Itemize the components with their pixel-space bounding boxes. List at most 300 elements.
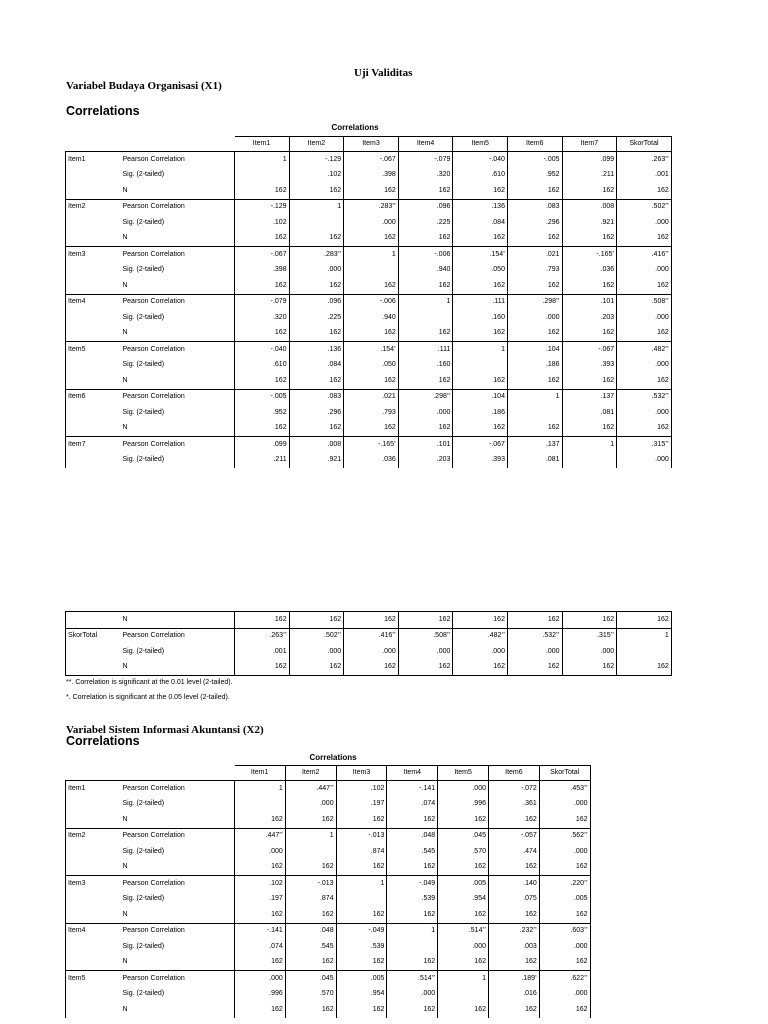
table-cell: -.141 (235, 923, 286, 939)
table-cell: .298** (507, 294, 562, 310)
table-cell: .453** (539, 781, 590, 797)
x1-table-caption: Correlations (331, 123, 379, 132)
row-item-label (66, 892, 121, 908)
table-cell: .398 (235, 263, 290, 279)
table-cell (235, 168, 290, 184)
table-cell: 1 (344, 247, 399, 263)
table-cell: 162 (488, 907, 539, 923)
table-cell: 162 (398, 373, 453, 389)
table-cell: .000 (539, 939, 590, 955)
header-blank (121, 137, 235, 152)
row-stat-label: Pearson Correlation (121, 971, 235, 987)
row-item-label (66, 844, 121, 860)
table-cell: .263** (235, 628, 290, 644)
table-cell: -.079 (398, 152, 453, 168)
table-cell: .075 (488, 892, 539, 908)
table-cell: .081 (507, 453, 562, 469)
row-item-label: Item1 (66, 781, 121, 797)
row-stat-label: Sig. (2-tailed) (121, 405, 235, 421)
column-header-skortotal: SkorTotal (539, 766, 590, 781)
table-cell: .197 (336, 797, 387, 813)
table-cell: .610 (235, 358, 290, 374)
x2-correlation-table (65, 765, 591, 1018)
row-item-label (66, 987, 121, 1003)
table-cell: .000 (617, 215, 672, 231)
table-cell: .000 (539, 797, 590, 813)
table-cell: -.040 (453, 152, 508, 168)
row-item-label (66, 278, 121, 294)
table-row (66, 168, 672, 184)
table-cell: 162 (387, 955, 438, 971)
table-row (66, 907, 591, 923)
table-cell: .502** (289, 628, 344, 644)
table-cell: .508** (617, 294, 672, 310)
table-cell: 162 (453, 231, 508, 247)
row-stat-label: N (121, 812, 235, 828)
table-cell: -.013 (285, 876, 336, 892)
row-item-label: Item4 (66, 923, 121, 939)
table-cell: 162 (617, 231, 672, 247)
table-cell (507, 405, 562, 421)
table-cell: 162 (235, 660, 290, 676)
table-cell: 162 (539, 1002, 590, 1018)
table-cell: .296 (289, 405, 344, 421)
table-row (66, 231, 672, 247)
table-cell: .211 (562, 168, 617, 184)
table-cell: 162 (562, 660, 617, 676)
row-item-label: Item2 (66, 828, 121, 844)
table-cell: .447** (285, 781, 336, 797)
row-item-label (66, 358, 121, 374)
table-cell: .000 (507, 310, 562, 326)
table-cell: 162 (438, 812, 489, 828)
table-header-row (66, 137, 672, 152)
table-cell: .514** (387, 971, 438, 987)
table-cell: 162 (617, 326, 672, 342)
table-row (66, 955, 591, 971)
table-cell: 162 (398, 660, 453, 676)
row-stat-label: Sig. (2-tailed) (121, 797, 235, 813)
table-cell: 162 (285, 907, 336, 923)
table-cell: .000 (289, 644, 344, 660)
row-item-label (66, 326, 121, 342)
table-cell: .000 (344, 644, 399, 660)
row-stat-label: N (121, 231, 235, 247)
table-cell: .263** (617, 152, 672, 168)
table-cell: 162 (289, 326, 344, 342)
table-cell: .003 (488, 939, 539, 955)
table-cell: .197 (235, 892, 286, 908)
table-row (66, 152, 672, 168)
table-cell: 162 (453, 421, 508, 437)
table-cell: .474 (488, 844, 539, 860)
table-cell: .447** (235, 828, 286, 844)
table-cell: .610 (453, 168, 508, 184)
table-cell: 162 (235, 612, 290, 629)
table-cell: .996 (235, 987, 286, 1003)
table-cell: -.165* (562, 247, 617, 263)
column-header-item3: Item3 (336, 766, 387, 781)
table-cell: 162 (438, 860, 489, 876)
table-cell: 162 (438, 1002, 489, 1018)
table-cell: .000 (398, 405, 453, 421)
table-cell: -.067 (235, 247, 290, 263)
table-cell: .000 (438, 939, 489, 955)
table-cell: .393 (562, 358, 617, 374)
table-cell: .140 (488, 876, 539, 892)
table-cell: 162 (344, 373, 399, 389)
column-header-item6: Item6 (507, 137, 562, 152)
table-cell: 162 (453, 373, 508, 389)
table-cell (344, 263, 399, 279)
row-stat-label: Pearson Correlation (121, 781, 235, 797)
table-row (66, 358, 672, 374)
row-stat-label: Sig. (2-tailed) (121, 644, 235, 660)
column-header-item2: Item2 (289, 137, 344, 152)
table-cell: 162 (344, 326, 399, 342)
row-stat-label: Sig. (2-tailed) (121, 168, 235, 184)
table-cell: 162 (235, 373, 290, 389)
x2-table-caption: Correlations (309, 753, 357, 762)
table-cell: .508** (398, 628, 453, 644)
row-stat-label: Pearson Correlation (121, 247, 235, 263)
table-row (66, 660, 672, 676)
column-header-skortotal: SkorTotal (617, 137, 672, 152)
table-cell: .102 (289, 168, 344, 184)
table-cell: 162 (289, 278, 344, 294)
table-row (66, 342, 672, 358)
table-cell: 162 (617, 660, 672, 676)
table-cell: .000 (285, 797, 336, 813)
table-cell: .000 (617, 310, 672, 326)
table-cell: .102 (235, 876, 286, 892)
table-cell: .539 (336, 939, 387, 955)
table-cell: .225 (289, 310, 344, 326)
row-stat-label: Pearson Correlation (121, 389, 235, 405)
table-cell: .111 (398, 342, 453, 358)
table-cell: .952 (507, 168, 562, 184)
table-cell: 1 (617, 628, 672, 644)
table-row (66, 644, 672, 660)
table-row (66, 405, 672, 421)
header-blank (121, 766, 235, 781)
table-cell: .000 (387, 987, 438, 1003)
x1-section-title: Variabel Budaya Organisasi (X1) (66, 80, 222, 92)
table-cell: 162 (387, 812, 438, 828)
table-row (66, 876, 591, 892)
table-cell: .570 (285, 987, 336, 1003)
table-cell: 162 (336, 860, 387, 876)
row-stat-label: N (121, 612, 235, 629)
table-cell: 162 (617, 612, 672, 629)
table-cell: .220** (539, 876, 590, 892)
table-cell: 162 (336, 1002, 387, 1018)
row-stat-label: Pearson Correlation (121, 923, 235, 939)
table-cell: -.013 (336, 828, 387, 844)
table-cell: .514** (438, 923, 489, 939)
table-cell: .000 (453, 644, 508, 660)
table-cell (438, 987, 489, 1003)
row-stat-label: N (121, 326, 235, 342)
table-cell: .160 (398, 358, 453, 374)
table-cell: 162 (453, 183, 508, 199)
table-cell: .074 (235, 939, 286, 955)
table-cell: .298** (398, 389, 453, 405)
table-cell: -.040 (235, 342, 290, 358)
table-row (66, 437, 672, 453)
table-cell: 162 (344, 278, 399, 294)
table-cell: 162 (235, 1002, 286, 1018)
table-cell: 162 (507, 231, 562, 247)
table-cell: -.067 (562, 342, 617, 358)
row-item-label (66, 907, 121, 923)
row-item-label: Item1 (66, 152, 121, 168)
table-cell: 1 (235, 781, 286, 797)
table-cell: 162 (344, 660, 399, 676)
table-cell: .232** (488, 923, 539, 939)
table-cell: 162 (562, 421, 617, 437)
row-stat-label: N (121, 1002, 235, 1018)
table-cell: 162 (235, 812, 286, 828)
table-cell: 1 (562, 437, 617, 453)
table-cell: 162 (507, 612, 562, 629)
row-stat-label: Sig. (2-tailed) (121, 453, 235, 469)
table-cell: .315** (562, 628, 617, 644)
table-cell: .952 (235, 405, 290, 421)
table-cell: 162 (562, 373, 617, 389)
table-cell: .562** (539, 828, 590, 844)
table-cell: -.067 (344, 152, 399, 168)
table-cell: -.165* (344, 437, 399, 453)
table-cell: 162 (562, 326, 617, 342)
table-cell: 162 (336, 907, 387, 923)
table-row (66, 923, 591, 939)
row-item-label (66, 939, 121, 955)
table-cell: 162 (289, 231, 344, 247)
x1-note-001: **. Correlation is significant at the 0.01 level (2-tailed). (66, 679, 233, 686)
table-cell: 162 (398, 421, 453, 437)
table-cell: .104 (507, 342, 562, 358)
table-cell: -.129 (235, 199, 290, 215)
table-cell: .000 (562, 644, 617, 660)
row-item-label (66, 612, 121, 629)
table-cell (562, 453, 617, 469)
row-stat-label: Sig. (2-tailed) (121, 263, 235, 279)
column-header-item4: Item4 (387, 766, 438, 781)
table-cell: .320 (235, 310, 290, 326)
column-header-item1: Item1 (235, 137, 290, 152)
row-item-label (66, 644, 121, 660)
table-cell: 1 (289, 199, 344, 215)
table-cell (398, 310, 453, 326)
table-cell: 162 (235, 421, 290, 437)
table-cell: .532** (507, 628, 562, 644)
table-cell: .000 (235, 844, 286, 860)
table-cell: .016 (488, 987, 539, 1003)
table-cell: 162 (488, 1002, 539, 1018)
table-cell: -.005 (507, 152, 562, 168)
table-cell: 162 (289, 612, 344, 629)
table-row (66, 421, 672, 437)
table-cell: .502** (617, 199, 672, 215)
table-cell: .793 (507, 263, 562, 279)
row-stat-label: Pearson Correlation (121, 342, 235, 358)
table-cell (453, 358, 508, 374)
table-cell: .008 (562, 199, 617, 215)
x1-correlation-table-part2 (65, 611, 672, 676)
table-cell (235, 797, 286, 813)
table-cell: 162 (235, 231, 290, 247)
table-cell: -.049 (387, 876, 438, 892)
table-cell: 162 (285, 812, 336, 828)
table-cell: .296 (507, 215, 562, 231)
table-cell: .793 (344, 405, 399, 421)
table-cell: .099 (562, 152, 617, 168)
table-cell: .416** (617, 247, 672, 263)
table-cell: -.006 (398, 247, 453, 263)
table-cell: 162 (285, 1002, 336, 1018)
table-cell: .203 (562, 310, 617, 326)
table-cell: .099 (235, 437, 290, 453)
row-stat-label: Pearson Correlation (121, 294, 235, 310)
table-cell: 162 (562, 231, 617, 247)
table-cell: .921 (562, 215, 617, 231)
table-cell: 162 (289, 421, 344, 437)
table-cell: -.006 (344, 294, 399, 310)
row-item-label: Item5 (66, 971, 121, 987)
table-row (66, 781, 591, 797)
table-row (66, 199, 672, 215)
row-stat-label: Pearson Correlation (121, 628, 235, 644)
table-cell: .137 (507, 437, 562, 453)
table-cell: .000 (539, 844, 590, 860)
table-cell: .001 (617, 168, 672, 184)
table-cell: 162 (344, 421, 399, 437)
table-cell: -.072 (488, 781, 539, 797)
row-stat-label: Pearson Correlation (121, 828, 235, 844)
table-cell: .021 (507, 247, 562, 263)
table-cell: .482** (617, 342, 672, 358)
table-row (66, 892, 591, 908)
table-cell: .545 (387, 844, 438, 860)
table-cell: 1 (285, 828, 336, 844)
table-cell: .000 (617, 358, 672, 374)
table-cell: 162 (617, 278, 672, 294)
row-stat-label: N (121, 860, 235, 876)
table-cell: .874 (285, 892, 336, 908)
table-row (66, 326, 672, 342)
table-cell: .940 (398, 263, 453, 279)
table-cell: 162 (285, 860, 336, 876)
table-row (66, 971, 591, 987)
table-row (66, 828, 591, 844)
table-cell: 162 (438, 907, 489, 923)
table-cell: 162 (507, 421, 562, 437)
table-cell: 1 (336, 876, 387, 892)
table-cell: .074 (387, 797, 438, 813)
table-cell: 162 (235, 860, 286, 876)
column-header-item5: Item5 (453, 137, 508, 152)
row-stat-label: Sig. (2-tailed) (121, 358, 235, 374)
column-header-item5: Item5 (438, 766, 489, 781)
table-cell: .874 (336, 844, 387, 860)
row-stat-label: N (121, 278, 235, 294)
table-cell: 162 (387, 907, 438, 923)
table-cell: 162 (539, 955, 590, 971)
table-cell: .136 (453, 199, 508, 215)
table-cell: .954 (438, 892, 489, 908)
row-item-label: Item2 (66, 199, 121, 215)
row-stat-label: N (121, 660, 235, 676)
table-cell: .050 (453, 263, 508, 279)
table-cell (336, 892, 387, 908)
table-cell: 162 (507, 278, 562, 294)
column-header-item1: Item1 (235, 766, 286, 781)
table-cell: 162 (562, 183, 617, 199)
table-cell: .186 (507, 358, 562, 374)
table-cell: .398 (344, 168, 399, 184)
table-cell: .539 (387, 892, 438, 908)
table-cell: .000 (617, 453, 672, 469)
table-cell: .083 (289, 389, 344, 405)
table-cell: .136 (289, 342, 344, 358)
table-cell: 1 (235, 152, 290, 168)
column-header-item7: Item7 (562, 137, 617, 152)
table-cell: 162 (488, 812, 539, 828)
table-cell: .111 (453, 294, 508, 310)
table-cell: .000 (398, 644, 453, 660)
table-cell: .416** (344, 628, 399, 644)
table-cell: 162 (507, 373, 562, 389)
row-stat-label: N (121, 421, 235, 437)
table-cell: .000 (235, 971, 286, 987)
table-cell: 162 (235, 278, 290, 294)
row-stat-label: N (121, 955, 235, 971)
table-cell: .211 (235, 453, 290, 469)
table-cell: .393 (453, 453, 508, 469)
column-header-item6: Item6 (488, 766, 539, 781)
table-cell: 1 (387, 923, 438, 939)
x1-correlations-heading: Correlations (66, 104, 140, 118)
row-stat-label: N (121, 183, 235, 199)
table-cell: .154* (344, 342, 399, 358)
x2-section-title: Variabel Sistem Informasi Akuntansi (X2) (66, 724, 264, 736)
table-cell: .000 (438, 781, 489, 797)
row-stat-label: Sig. (2-tailed) (121, 892, 235, 908)
table-cell: .603** (539, 923, 590, 939)
table-cell: .570 (438, 844, 489, 860)
table-cell: .000 (507, 644, 562, 660)
table-cell: .361 (488, 797, 539, 813)
table-cell: 162 (562, 278, 617, 294)
table-cell: .005 (438, 876, 489, 892)
row-stat-label: Pearson Correlation (121, 199, 235, 215)
row-item-label (66, 373, 121, 389)
row-item-label (66, 453, 121, 469)
table-cell: -.129 (289, 152, 344, 168)
table-row (66, 812, 591, 828)
table-cell: .045 (285, 971, 336, 987)
table-cell: 162 (617, 421, 672, 437)
table-cell: .083 (507, 199, 562, 215)
table-cell: 1 (438, 971, 489, 987)
x1-note-005: *. Correlation is significant at the 0.05 level (2-tailed). (66, 694, 230, 701)
table-cell: .160 (453, 310, 508, 326)
table-cell: .048 (387, 828, 438, 844)
x2-correlations-heading: Correlations (66, 734, 140, 748)
table-row (66, 310, 672, 326)
table-cell: .283** (344, 199, 399, 215)
